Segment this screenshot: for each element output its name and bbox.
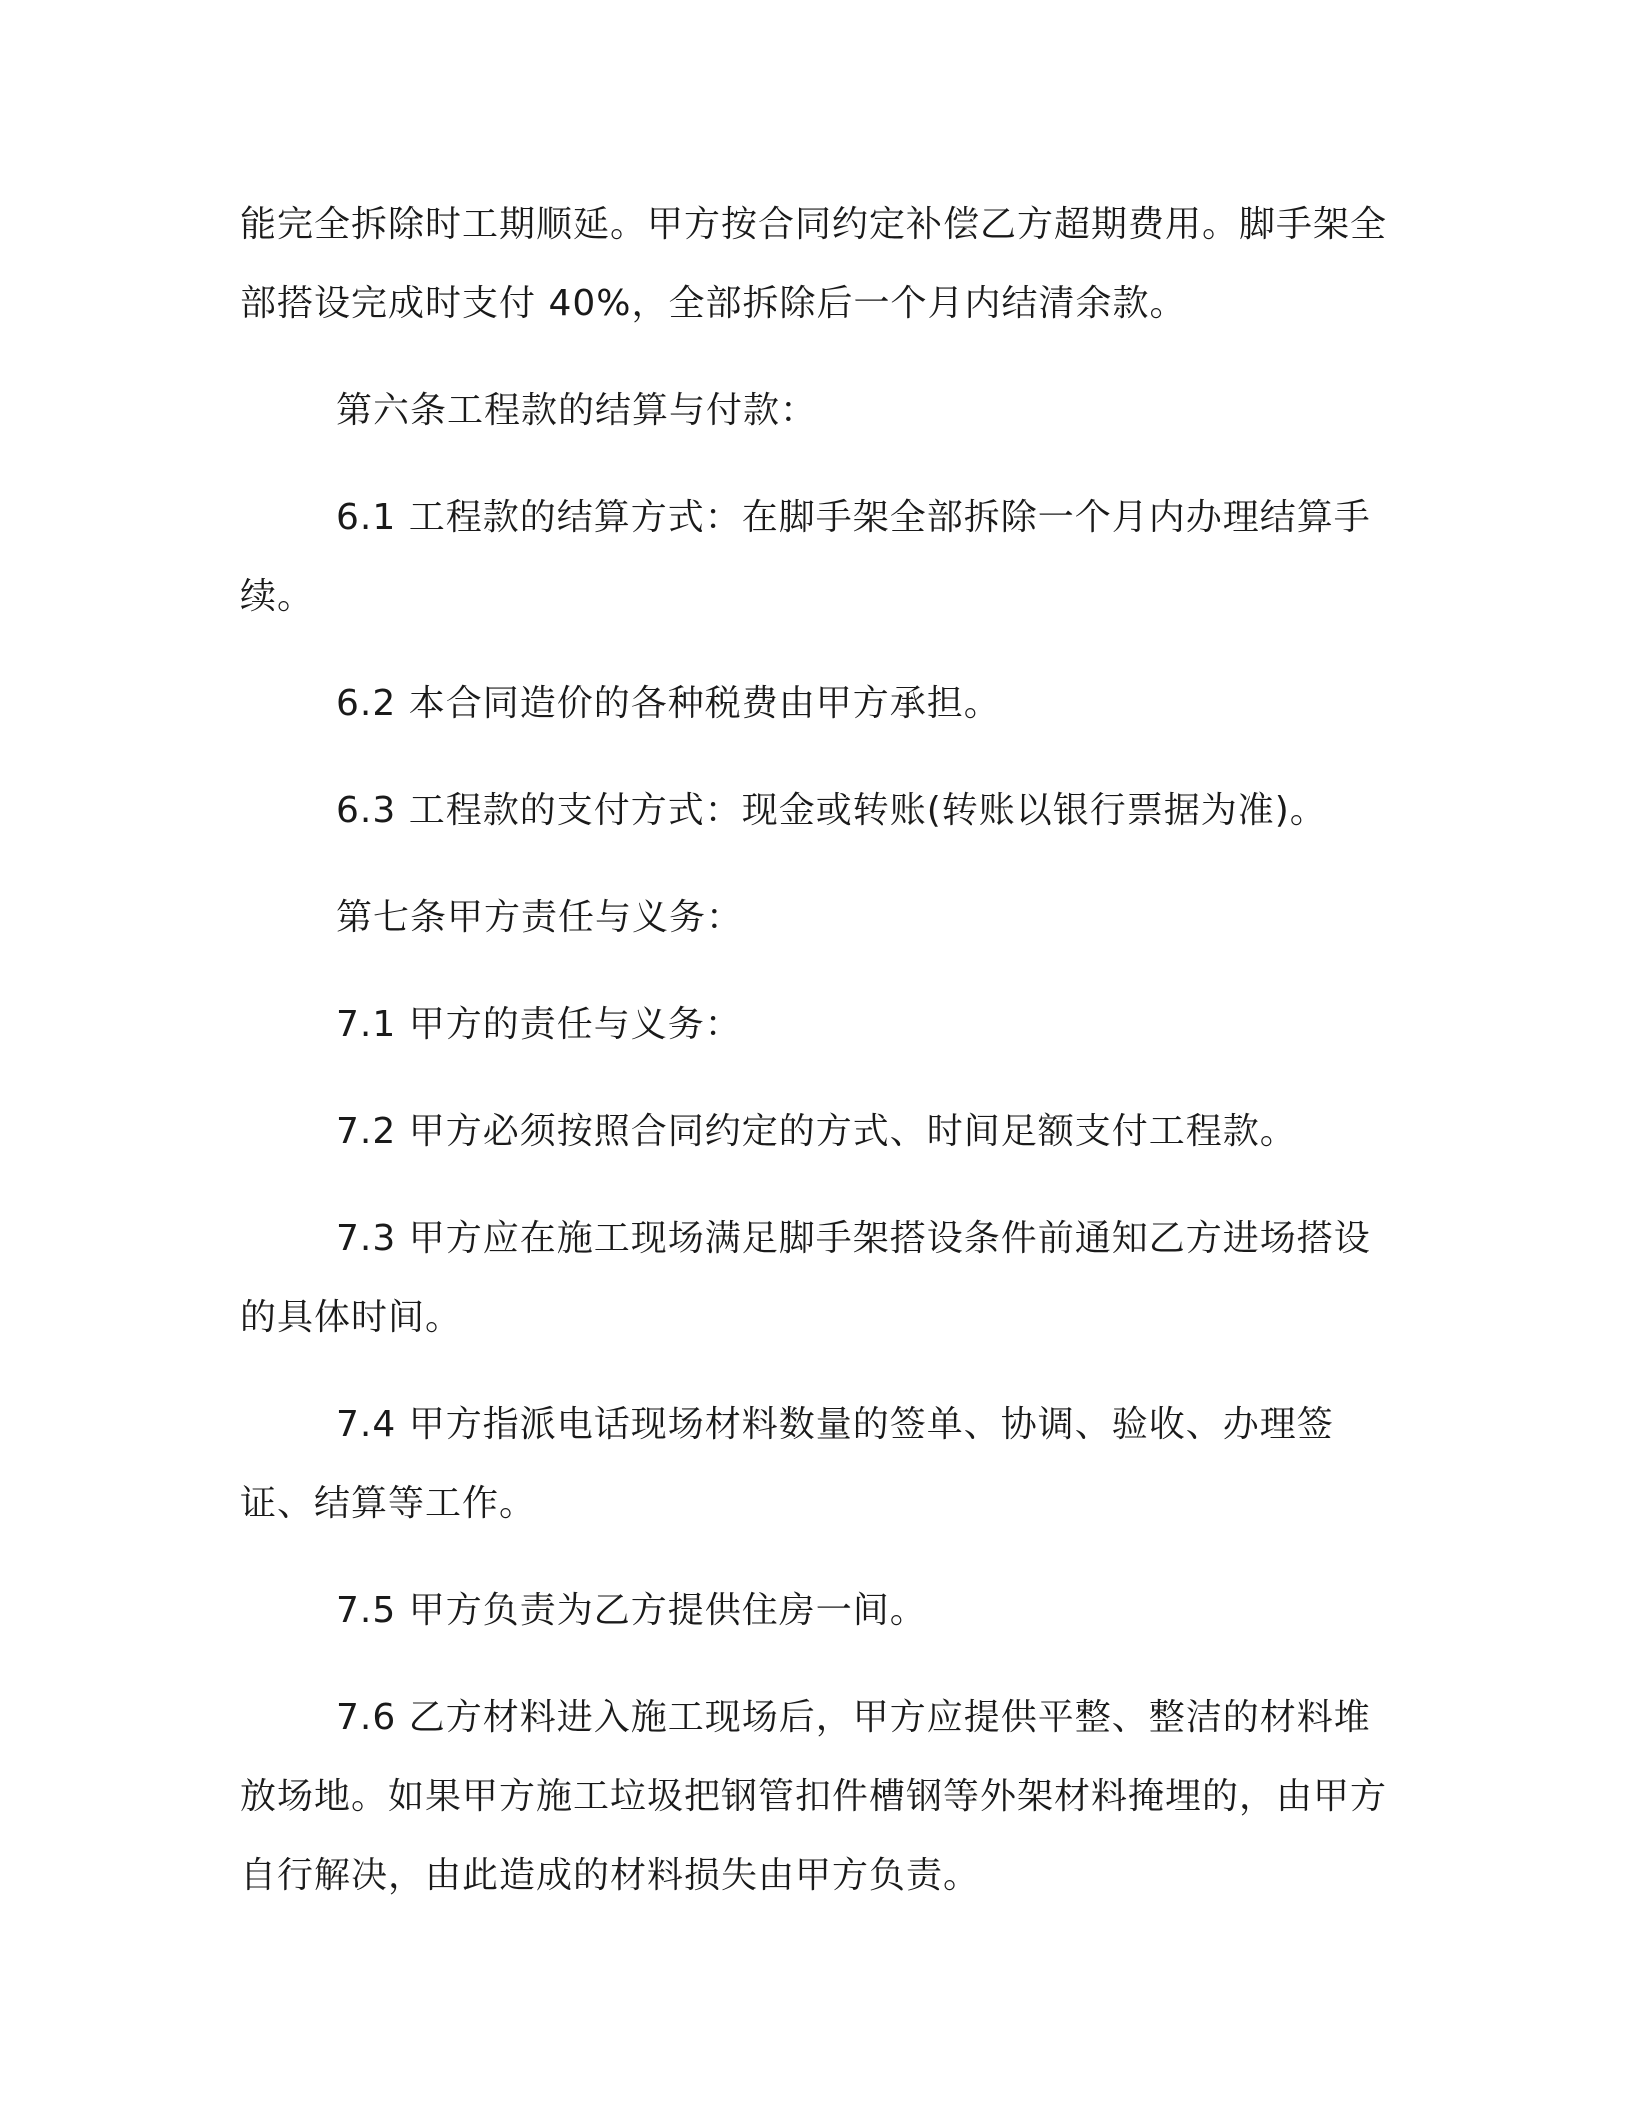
clause-6-1: 6.1 工程款的结算方式：在脚手架全部拆除一个月内办理结算手续。 bbox=[240, 497, 1371, 617]
paragraph-continuation: 能完全拆除时工期顺延。甲方按合同约定补偿乙方超期费用。脚手架全部搭设完成时支付 40%，全部拆除后一个月内结清余款。 bbox=[240, 204, 1388, 324]
clause-7-2: 7.2 甲方必须按照合同约定的方式、时间足额支付工程款。 bbox=[336, 1111, 1297, 1152]
clause-7-5: 7.5 甲方负责为乙方提供住房一间。 bbox=[336, 1590, 927, 1631]
document-body bbox=[240, 185, 1390, 1915]
article-7-heading: 第七条甲方责任与义务： bbox=[336, 897, 744, 938]
clause-7-3: 7.3 甲方应在施工现场满足脚手架搭设条件前通知乙方进场搭设的具体时间。 bbox=[240, 1218, 1371, 1338]
clause-6-3: 6.3 工程款的支付方式：现金或转账(转账以银行票据为准)。 bbox=[336, 790, 1327, 831]
clause-7-6: 7.6 乙方材料进入施工现场后，甲方应提供平整、整洁的材料堆放场地。如果甲方施工垃圾把钢管扣件槽钢等外架材料掩埋的，由甲方自行解决，由此造成的材料损失由甲方负责。 bbox=[240, 1697, 1388, 1896]
clause-7-1: 7.1 甲方的责任与义务： bbox=[336, 1004, 742, 1045]
clause-6-2: 6.2 本合同造价的各种税费由甲方承担。 bbox=[336, 683, 1001, 724]
article-6-heading: 第六条工程款的结算与付款： bbox=[336, 390, 818, 431]
clause-7-4: 7.4 甲方指派电话现场材料数量的签单、协调、验收、办理签证、结算等工作。 bbox=[240, 1404, 1334, 1524]
